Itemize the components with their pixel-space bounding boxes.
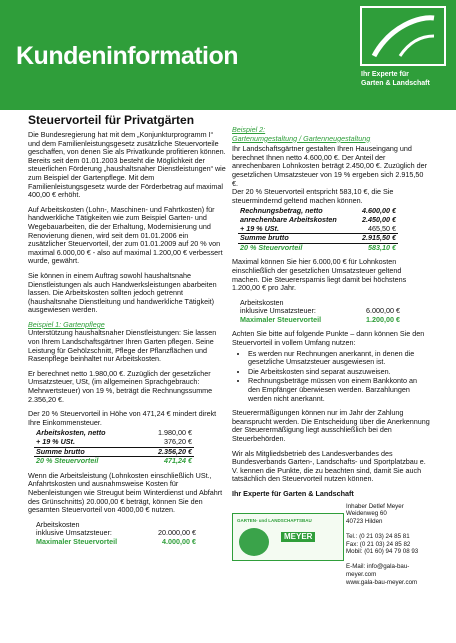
right-column [232, 126, 430, 633]
table-label: 20 % Steuervorteil [36, 456, 99, 466]
table-label: anrechenbare Arbeitskosten [240, 214, 337, 224]
example-2-paragraph-2: Der 20 % Steuervorteil entspricht 583,10 €, die Sie steuermindernd geltend machen können. [232, 187, 394, 205]
table-row [238, 243, 398, 252]
member-paragraph: Wir als Mitgliedsbetrieb des Landesverbandes des Bundesverbands Garten-, Landschafts- und Sportplatzbau e. V. kennen die Punkte, die zu beachten sind, damit Sie auch tatsächlich den Steuervorteil nutzen können. [232, 448, 426, 484]
example-2-paragraph-1: Ihr Landschaftsgärtner gestalten Ihren Hauseingang und berechnet Ihnen netto 4.600,00 €. Der Anteil der anrechenbaren Lohnkosten beträgt 2.450,00 €. Zuzüglich der gesetzlichen Umsatzsteuer von 19 % ergeben sich 2.915,50 €. [232, 144, 427, 188]
max-savings-paragraph: Maximal können Sie hier 6.000,00 € für Lohnkosten einschließlich der gesetzlichen Umsatzsteuer geltend machen. Die Steuerersparnis liegt damit bei höchstens 1.200,00 € pro Jahr. [232, 257, 407, 293]
labor-costs-paragraph: Auf Arbeitskosten (Lohn-, Maschinen- und Fahrtkosten) für handwerkliche Tätigkeiten wie zum Beispiel Garten- und Wegebauarbeiten, die der Erhaltung, Modernisierung und Renovierung dienen, wird seit dem 01.01.2006 ein zusätzlicher Steuervorteil, der zum 01.01.2009 auf 20 % von maximal 6.000,00 € - also auf maximal 1.200,00 € verbessert wurde, gewährt. [28, 204, 223, 266]
max-benefit-paragraph: Wenn die Arbeitsleistung (Lohnkosten einschließlich USt., Anfahrtskosten und ausnahmsweise Kosten für Nebenleistungen wie Streugut beim Winterdienst und Abfahrt des Grünschnitts) 20.000,00 € beträgt, können Sie den gesamten Steuervorteil von 4000,00 € nutzen. [28, 470, 223, 515]
company-logo-name: MEYER [281, 532, 315, 543]
left-column [28, 131, 226, 553]
contact-heading: Ihr Experte für Garten & Landschaft [232, 488, 354, 498]
table-value: 4.000,00 € [162, 536, 196, 546]
address-line: 40723 Hilden [346, 517, 383, 525]
table-label: + 19 % USt. [240, 223, 279, 233]
table-value: 1.980,00 € [158, 428, 192, 438]
phone-line: Tel.: (0 21 03) 24 85 81 [346, 532, 410, 540]
table-label: Arbeitskosten [36, 519, 80, 529]
table-label: Rechnungsbetrag, netto [240, 206, 323, 216]
table-label: Summe brutto [34, 447, 139, 457]
tagline-line-2: Garten & Landschaft [361, 80, 430, 87]
address-line: Weidenweg 60 [346, 510, 387, 518]
table-value: 1.200,00 € [366, 314, 400, 324]
table-value: 20.000,00 € [158, 528, 196, 538]
table-label: 20 % Steuervorteil [240, 242, 303, 252]
right-summary-table [240, 299, 430, 325]
tax-reduction-paragraph: Steuerermäßigungen können nur im Jahr der Zahlung beansprucht werden. Die Entscheidung über die Anerkennung der Steuerermäßigung liegt ausschließlich bei den Steuerbehörden. [232, 408, 430, 443]
list-item: • Rechnungsbeträge müssen von einem Bankkonto an den Empfänger überwiesen werden. Barzahlungen werden nicht anerkannt. [248, 377, 430, 403]
example-2-title: Beispiel 2: [232, 125, 266, 134]
website-link[interactable]: www.gala-bau-meyer.com [346, 578, 418, 586]
table-row [36, 538, 196, 547]
table-row [238, 234, 398, 244]
company-logo [232, 513, 344, 561]
table-label: Maximaler Steuervorteil [240, 314, 322, 324]
intro-paragraph: Die Bundesregierung hat mit dem „Konjunkturprogramm I“ und dem Familienleistungsgesetz zusätzliche Steuervorteile geschaffen, von denen Sie als Privatkunde profitieren können. Bereits seit dem 01.01.2003 besteht die Möglichkeit der steuerlichen Förderung „haushaltsnaher Dienstleistungen“ wie zum Beispiel der Gartenpflege. Mit dem Familienleistungsgesetz wurde der Förderbetrag auf maximal 400,00 € erhöht. [28, 130, 226, 200]
address-line: Inhaber Detlef Meyer [346, 502, 404, 510]
table-value: 2.356,20 € [139, 447, 194, 457]
brand-logo-icon [360, 6, 446, 66]
table-row [34, 438, 194, 447]
contact-block [232, 503, 430, 633]
table-value: 471,24 € [164, 456, 192, 466]
example-1-paragraph-2: Er berechnet netto 1.980,00 €. Zuzüglich der gesetzlicher Umsatzsteuer, USt, (im allgemeinen Sprachgebrauch: Mehrwertsteuer) von 19 %, beträgt die Rechnungssumme 2.356,20 €. [28, 368, 213, 404]
example-1-calc-table [34, 429, 194, 465]
example-1-title: Beispiel 1: Gartenpflege [28, 319, 105, 329]
table-value: 465,50 € [368, 223, 396, 233]
table-label: Arbeitskosten, netto [36, 428, 106, 438]
table-row [240, 316, 400, 325]
header-title: Kundeninformation [16, 42, 239, 70]
table-value: 6.000,00 € [366, 306, 400, 316]
address-line [346, 525, 436, 533]
mobile-line: Mobil: (01 60) 94 79 08 93 [346, 548, 419, 556]
requirements-list [240, 350, 430, 404]
table-value: 2.915,50 € [354, 234, 398, 244]
table-label: inklusive Umsatzsteuer: [36, 528, 112, 538]
table-value: 583,10 € [368, 242, 396, 252]
list-item: • Es werden nur Rechnungen anerkannt, in denen die gesetzliche Umsatzsteuer ausgewiesen ist. [248, 350, 430, 367]
tagline-line-1: Ihr Experte für [361, 71, 409, 78]
table-label: + 19 % USt. [36, 437, 75, 446]
tree-icon [239, 528, 269, 556]
page-title: Steuervorteil für Privatgärten [28, 113, 195, 127]
attention-paragraph: Achten Sie bitte auf folgende Punkte – dann können Sie den Steuervorteil in vollem Umfang nutzen: [232, 329, 425, 348]
table-label: Summe brutto [238, 234, 354, 244]
table-label: Maximaler Steuervorteil [36, 536, 118, 546]
list-item: • Die Arbeitskosten sind separat auszuweisen. [248, 368, 430, 377]
table-value: 376,20 € [164, 437, 192, 446]
table-label: Arbeitskosten [240, 297, 284, 307]
example-2-subtitle: Gartenumgestaltung / Gartenneugestaltung [232, 133, 371, 143]
table-value: 4.600,00 € [362, 206, 396, 216]
address-line [346, 556, 436, 564]
combined-services-paragraph: Sie können in einem Auftrag sowohl haushaltsnahe Dienstleistungen als auch Handwerksleistungen abarbeiten lassen. Die Arbeitskosten sollten jedoch getrennt (haushaltsnahe Dienstleitung und handwerkliche Tätigkeit) ausgewiesen werden. [28, 270, 217, 315]
fax-line: Fax: (0 21 03) 24 85 82 [346, 540, 411, 548]
example-1-paragraph-3: Der 20 % Steuervorteil in Höhe von 471,24 € mindert direkt Ihre Einkommensteuer. [28, 409, 217, 427]
table-row [34, 457, 194, 466]
table-value: 2.450,00 € [362, 214, 396, 224]
example-1-paragraph-1: Unterstützung haushaltsnaher Dienstleistungen: Sie lassen von Ihrem Landschaftsgärtner Ihren Garten pflegen. Seine Leistung für Gehölzschnitt, Pflege der Pflanzflächen und Rasenpflege beinhaltet nur Arbeitskosten. [28, 328, 217, 364]
example-2-calc-table [238, 207, 398, 252]
left-summary-table [36, 521, 226, 547]
email-link[interactable]: E-Mail: info@gala-bau-meyer.com [346, 563, 410, 578]
table-label: inklusive Umsatzsteuer: [240, 306, 316, 316]
company-logo-line: GARTEN- und LANDSCHAFTSBAU [237, 517, 312, 523]
address-block [346, 503, 436, 587]
header-banner [0, 0, 456, 110]
